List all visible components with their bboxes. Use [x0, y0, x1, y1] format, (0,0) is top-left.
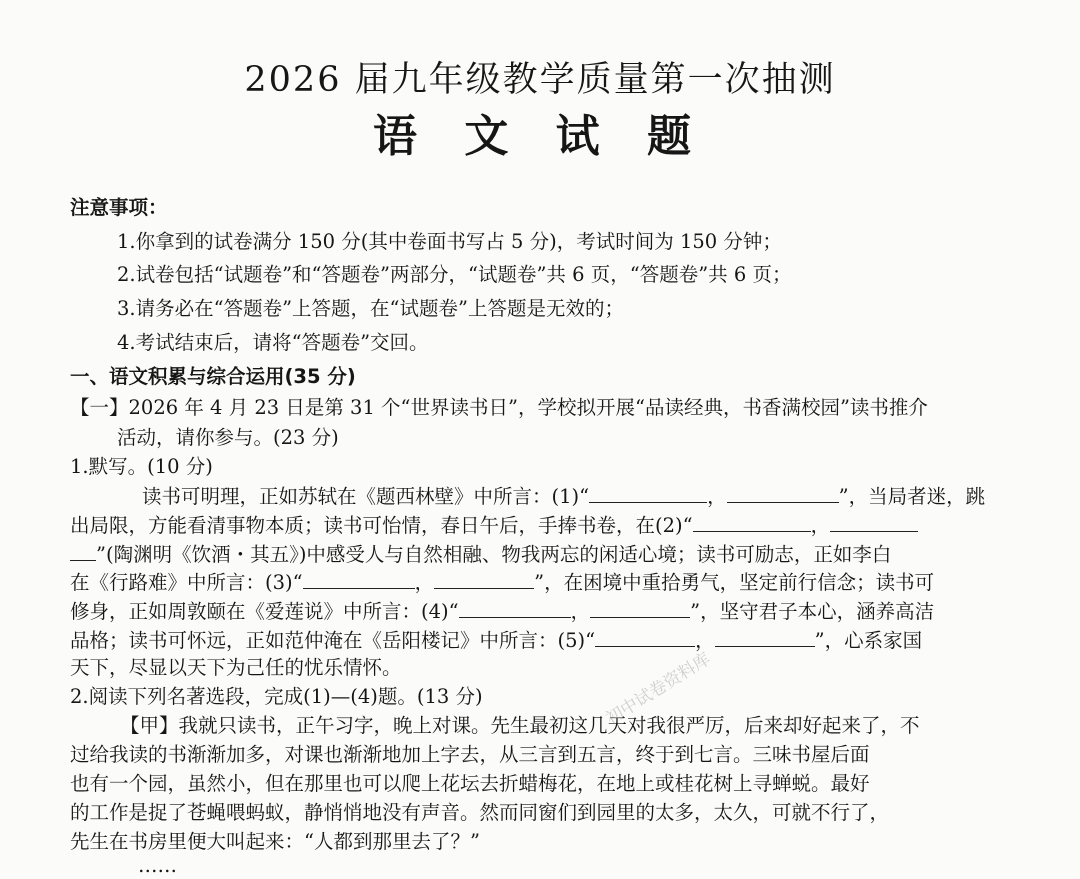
answer-blank[interactable] — [715, 626, 815, 647]
fill-line — [70, 511, 918, 539]
text-segment: ， — [695, 629, 715, 652]
fill-line — [70, 655, 402, 681]
text-segment: ， — [570, 600, 591, 623]
notice-item: 4.考试结束后，请将“答题卷”交回。 — [117, 331, 429, 354]
text-segment: ”，坚守君子本心，涵养高洁 — [690, 600, 935, 623]
answer-blank[interactable] — [727, 482, 839, 503]
text-segment: 天下，尽显以天下为己任的忧乐情怀。 — [70, 656, 402, 679]
passage-line: 过给我读的书渐渐加多，对课也渐渐地加上字去，从三言到五言，终于到七言。三味书屋后面 — [70, 743, 870, 766]
notice-item: 3.请务必在“答题卷”上答题，在“试题卷”上答题是无效的； — [117, 297, 624, 320]
text-segment: ， — [707, 485, 727, 508]
answer-blank[interactable] — [589, 482, 707, 503]
text-segment: ”，当局者迷，跳 — [838, 485, 986, 508]
ellipsis: …… — [138, 854, 177, 877]
question-title: 1.默写。(10 分) — [70, 455, 213, 478]
part-intro: 【一】2026 年 4 月 23 日是第 31 个“世界读书日”，学校拟开展“品读经典，书香满校园”读书推介 — [70, 396, 928, 419]
text-segment: ， — [810, 514, 831, 537]
notice-item: 1.你拿到的试卷满分 150 分(其中卷面书写占 5 分)，考试时间为 150 分钟； — [117, 230, 782, 253]
answer-blank[interactable] — [830, 511, 918, 532]
answer-blank[interactable] — [434, 568, 534, 589]
fill-line — [70, 597, 934, 625]
text-segment: ”，心系家国 — [814, 629, 923, 652]
text-segment: 品格；读书可怀远，正如范仲淹在《岳阳楼记》中所言：(5)“ — [70, 629, 596, 652]
answer-blank[interactable] — [693, 511, 811, 532]
fill-line — [70, 626, 922, 654]
notice-heading: 注意事项： — [70, 196, 168, 219]
text-segment: 修身，正如周敦颐在《爱莲说》中所言：(4)“ — [70, 600, 459, 623]
fill-line — [142, 482, 985, 510]
passage-line: 也有一个园，虽然小，但在那里也可以爬上花坛去折蜡梅花，在地上或桂花树上寻蝉蜕。最好 — [70, 772, 870, 795]
passage-line: 先生在书房里便大叫起来：“人都到那里去了？” — [70, 830, 480, 853]
text-segment: 读书可明理，正如苏轼在《题西林壁》中所言：(1)“ — [142, 485, 590, 508]
answer-blank[interactable] — [303, 568, 415, 589]
passage-line: 的工作是捉了苍蝇喂蚂蚁，静悄悄地没有声音。然而同窗们到园里的太多，太久，可就不行了， — [70, 801, 890, 824]
text-segment: ”，在困境中重拾勇气，坚定前行信念；读书可 — [534, 571, 935, 594]
section-title: 一、语文积累与综合运用(35 分) — [70, 365, 356, 388]
text-segment: ”(陶渊明《饮酒・其五》)中感受人与自然相融、物我两忘的闲适心境；读书可励志，正如李白 — [96, 543, 892, 566]
answer-blank[interactable] — [590, 597, 690, 618]
watermark: 初中试卷资料库 — [602, 649, 715, 730]
fill-line — [70, 540, 891, 568]
text-segment: 出局限，方能看清事物本质；读书可怡情，春日午后，手捧书卷，在(2)“ — [70, 514, 693, 537]
text-segment: 在《行路难》中所言：(3)“ — [70, 571, 303, 594]
question-title: 2.阅读下列名著选段，完成(1)—(4)题。(13 分) — [70, 685, 483, 708]
text-segment: ， — [414, 571, 435, 594]
part-intro: 活动，请你参与。(23 分) — [117, 426, 339, 449]
fill-line — [70, 568, 934, 596]
subject-title: 语 文 试 题 — [373, 111, 707, 162]
answer-blank[interactable] — [459, 597, 571, 618]
answer-blank[interactable] — [595, 626, 695, 647]
notice-item: 2.试卷包括“试题卷”和“答题卷”两部分，“试题卷”共 6 页，“答题卷”共 6 页； — [117, 263, 792, 286]
answer-blank[interactable] — [70, 540, 96, 561]
exam-title: 2026 届九年级教学质量第一次抽测 — [244, 60, 836, 100]
passage-line: 【甲】我就只读书，正午习字，晚上对课。先生最初这几天对我很严厉，后来却好起来了，不 — [120, 714, 920, 737]
